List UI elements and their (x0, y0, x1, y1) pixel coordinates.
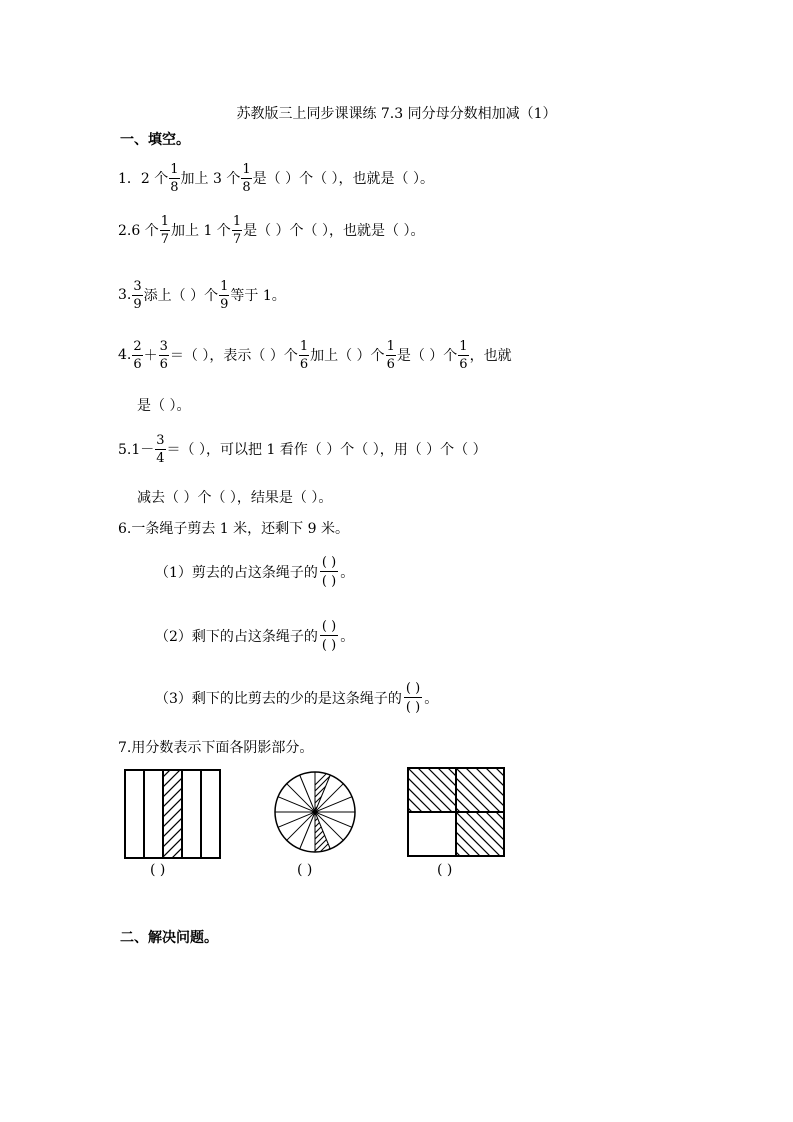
answer-blank-2[interactable]: ( ) (297, 862, 313, 878)
question-6: 6.一条绳子剪去 1 米，还剩下 9 米。 (118, 521, 349, 537)
circle-figure (275, 760, 355, 878)
q4-text: ，也就 (469, 348, 512, 364)
q2-text: 是（ ）个（ ），也就是（ ）。 (243, 223, 425, 239)
striped-rectangle-figure (125, 740, 220, 920)
section-heading-solve-problems: 二、解决问题。 (120, 930, 218, 946)
q5-text: 5.1－ (118, 442, 155, 458)
blank-fraction[interactable]: $\frac{( )}{( )}$ (405, 681, 421, 715)
fraction: $\frac{3}{9}$ (133, 278, 142, 312)
fraction: $\frac{3}{6}$ (159, 338, 168, 372)
q4-text: ＝（ ），表示（ ）个 (169, 348, 298, 364)
q3-text: 等于 1。 (230, 288, 286, 304)
blank-fraction[interactable]: $\frac{( )}{( )}$ (321, 555, 337, 589)
answer-blank-1[interactable]: ( ) (150, 862, 166, 878)
fraction: $\frac{1}{7}$ (160, 213, 169, 247)
plus-sign: ＋ (143, 348, 158, 364)
section-heading-fill-in: 一、填空。 (120, 132, 190, 148)
blank-fraction[interactable]: $\frac{( )}{( )}$ (321, 619, 337, 653)
fraction: $\frac{1}{7}$ (232, 213, 242, 247)
q4-text: 是（ ）个 (396, 348, 458, 364)
question-6-part-1: （1）剪去的占这条绳子的 $\frac{( )}{( )}$ 。 (155, 555, 355, 589)
question-5-continued: 减去（ ）个（ ），结果是（ ）。 (137, 490, 333, 506)
q5-text: ＝（ ），可以把 1 看作（ ）个（ ），用（ ）个（ ） (166, 442, 487, 458)
question-6-part-2: （2）剩下的占这条绳子的 $\frac{( )}{( )}$ 。 (155, 619, 355, 653)
q1-text: 1．2 个 (118, 171, 169, 187)
q6-text: （2）剩下的占这条绳子的 (155, 629, 318, 645)
hatch-lines (150, 740, 200, 920)
fraction: $\frac{1}{6}$ (459, 338, 468, 372)
fraction: $\frac{1}{6}$ (299, 338, 309, 372)
answer-blank-3[interactable]: ( ) (437, 862, 453, 878)
fraction: $\frac{2}{6}$ (133, 338, 142, 372)
q2-text: 2.6 个 (118, 223, 159, 239)
q3-text: 添上（ ）个 (143, 288, 219, 304)
hatch-lines (300, 760, 340, 878)
q2-text: 加上 1 个 (171, 223, 231, 239)
question-6-part-3: （3）剩下的比剪去的少的是这条绳子的 $\frac{( )}{( )}$ 。 (155, 681, 439, 715)
fraction: $\frac{1}{8}$ (242, 161, 251, 195)
fraction: $\frac{1}{6}$ (386, 338, 395, 372)
q6-text: （3）剩下的比剪去的少的是这条绳子的 (155, 691, 402, 707)
hatch-lines (400, 760, 558, 914)
fraction: $\frac{3}{4}$ (156, 432, 165, 466)
question-7: 7.用分数表示下面各阴影部分。 (118, 740, 314, 756)
grid-square-figure (400, 760, 558, 914)
q4-text: 4. (118, 347, 132, 363)
question-4-continued: 是（ ）。 (137, 398, 191, 414)
q1-text: 加上 3 个 (180, 171, 241, 187)
page-title: 苏教版三上同步课课练 7.3 同分母分数相加减（1） (236, 106, 557, 122)
fraction: $\frac{1}{9}$ (220, 278, 229, 312)
q6-text: （1）剪去的占这条绳子的 (155, 565, 318, 581)
fraction: $\frac{1}{8}$ (170, 161, 179, 195)
q3-text: 3. (118, 287, 132, 303)
q1-text: 是（ ）个（ ），也就是（ ）。 (252, 171, 434, 187)
q4-text: 加上（ ）个 (310, 348, 385, 364)
